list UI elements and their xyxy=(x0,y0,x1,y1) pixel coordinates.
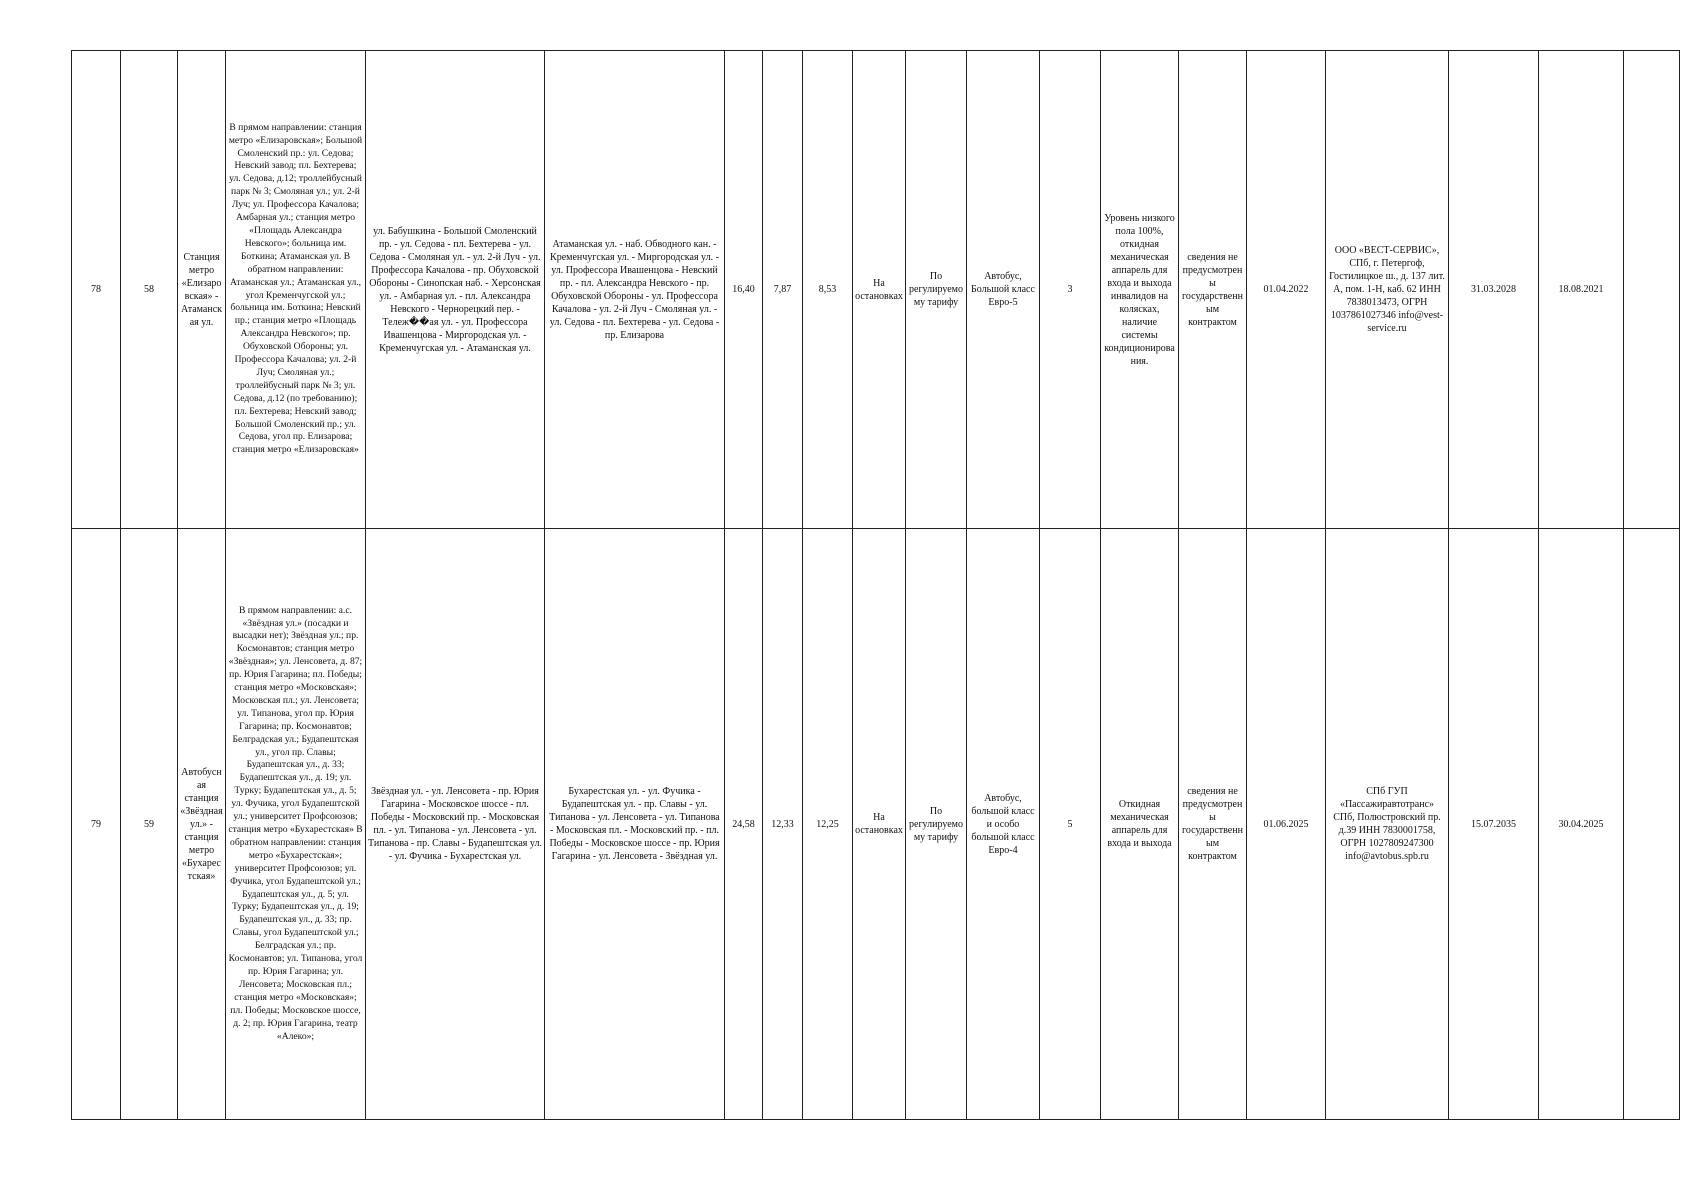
end-date: 15.07.2035 xyxy=(1449,529,1539,1120)
extra-cell xyxy=(1624,51,1680,529)
start-date: 01.06.2025 xyxy=(1247,529,1326,1120)
stops-text: В прямом направлении: а.с. «Звёздная ул.» (посадки и высадки нет); Звёздная ул.; пр. Космонавтов; станция метро «Звёздная»; ул. Ленсовета, д. 87; пр. Юрия Гагарина; пл. Победы; станция метро «Московская»; Московская пл.; ул. Ленсовета; ул. Типанова, угол пр. Юрия Гагарина; пр. Космонавтов; Белградская ул.; Будапештская ул., угол пр. Славы; Будапештская ул., д. 33; Будапештская ул., д. 19; ул. Турку; Будапештская ул., д. 5; ул. Фучика, угол Будапештской ул.; университет Профсоюзов; станция метро «Бухарестская» В обратном направлении: станция метро «Бухарестская»; университет Профсоюзов; ул. Фучика, угол Будапештской ул.; Будапештская ул., д. 5; ул. Турку; Будапештская ул., д. 19; Будапештская ул., д. 33; пр. Славы, угол Будапештской ул.; Белградская ул.; пр. Космонавтов; ул. Типанова, угол пр. Юрия Гагарина; ул. Ленсовета; Московская пл.; станция метро «Московская»; пл. Победы; Московское шоссе, д. 2; пр. Юрия Гагарина, театр «Алеко»; xyxy=(228,604,363,1042)
streets-back: Бухарестская ул. - ул. Фучика - Будапештская ул. - пр. Славы - ул. Типанова - ул. Ленсовета - ул. Типанова - Московская пл. - Московский пр. - пл. Победы - Московское шоссе - пр. Юрия Гагарина - ул. Ленсовета - Звёздная ул. xyxy=(545,529,725,1120)
vehicle-count: 3 xyxy=(1040,51,1101,529)
route-length: 24,58 xyxy=(725,529,763,1120)
stops-list xyxy=(226,529,366,1120)
length-forward: 12,33 xyxy=(763,529,803,1120)
streets-forward: Звёздная ул. - ул. Ленсовета - пр. Юрия Гагарина - Московское шоссе - пл. Победы - Московский пр. - Московская пл. - ул. Типанова - ул. Ленсовета - ул. Типанова - пр. Славы - Будапештская ул. - ул. Фучика - Бухарестская ул. xyxy=(366,529,545,1120)
table-row xyxy=(72,51,1680,529)
start-date: 01.04.2022 xyxy=(1247,51,1326,529)
length-forward: 7,87 xyxy=(763,51,803,529)
vehicle-class: Автобус, большой класс и особо большой класс Евро-4 xyxy=(967,529,1040,1120)
row-number: 78 xyxy=(72,51,121,529)
streets-forward: ул. Бабушкина - Большой Смоленский пр. - ул. Седова - пл. Бехтерева - ул. Седова - Смоляная ул. - ул. 2-й Луч - ул. Профессора Качалова - пр. Обуховской Обороны - Синопская наб. - Херсонская ул. - Амбарная ул. - пл. Александра Невского - Чернорецкий пер. - Тележ��ая ул. - ул. Профессора Ивашенцова - Миргородская ул. - Кременчугская ул. - Атаманская ул. xyxy=(366,51,545,529)
stops-list xyxy=(226,51,366,529)
table-row xyxy=(72,529,1680,1120)
route-name: Автобусная станция «Звёздная ул.» - станция метро «Бухарестская» xyxy=(178,529,226,1120)
registration-date: 18.08.2021 xyxy=(1539,51,1624,529)
streets-back: Атаманская ул. - наб. Обводного кан. - Кременчугская ул. - Миргородская ул. - ул. Профессора Ивашенцова - Невский пр. - пл. Александра Невского - пр. Обуховской Обороны - ул. Профессора Качалова - ул. 2-й Луч - Смоляная ул. - ул. Седова - пл. Бехтерева - ул. Седова - пр. Елизарова xyxy=(545,51,725,529)
vehicle-class: Автобус, Большой класс Евро-5 xyxy=(967,51,1040,529)
carrier-info: СПб ГУП «Пассажиравтотранс» СПб, Полюстровский пр. д.39 ИНН 7830001758, ОГРН 1027809247300 info@avtobus.spb.ru xyxy=(1326,529,1449,1120)
routes-table xyxy=(71,50,1680,1120)
route-length: 16,40 xyxy=(725,51,763,529)
tariff-type: По регулируемому тарифу xyxy=(906,529,967,1120)
length-back: 12,25 xyxy=(803,529,853,1120)
registration-date: 30.04.2025 xyxy=(1539,529,1624,1120)
vehicle-characteristics: Уровень низкого пола 100%, откидная механическая аппарель для входа и выхода инвалидов на колясках, наличие системы кондиционирования. xyxy=(1101,51,1179,529)
carrier-info: ООО «ВЕСТ-СЕРВИС», СПб, г. Петергоф, Гостилицкое ш., д. 137 лит. А, пом. 1-Н, каб. 62 ИНН 7838013473, ОГРН 1037861027346 info@vest-service.ru xyxy=(1326,51,1449,529)
length-back: 8,53 xyxy=(803,51,853,529)
route-number: 58 xyxy=(121,51,178,529)
extra-cell xyxy=(1624,529,1680,1120)
vehicle-characteristics: Откидная механическая аппарель для входа и выхода xyxy=(1101,529,1179,1120)
stops-text: В прямом направлении: станция метро «Елизаровская»; Большой Смоленский пр.: ул. Седова; Невский завод; пл. Бехтерева; ул. Седова, д.12; троллейбусный парк № 3; Смоляная ул.; ул. 2-й Луч; ул. Профессора Качалова; Амбарная ул.; станция метро «Площадь Александра Невского»; больница им. Боткина; Атаманская ул. В обратном направлении: Атаманская ул.; Атаманская ул., угол Кременчугской ул.; больница им. Боткина; Невский пр.; станция метро «Площадь Александра Невского»; пр. Обуховской Обороны; ул. Профессора Качалова; ул. 2-й Луч; Смоляная ул.; троллейбусный парк № 3; ул. Седова, д.12 (по требованию); пл. Бехтерева; Невский завод; Большой Смоленский пр.; ул. Седова, угол пр. Елизарова; станция метро «Елизаровская» xyxy=(228,121,363,456)
tariff-type: По регулируемому тарифу xyxy=(906,51,967,529)
stop-mode: На остановках xyxy=(853,529,906,1120)
route-number: 59 xyxy=(121,529,178,1120)
stop-mode: На остановках xyxy=(853,51,906,529)
vehicle-count: 5 xyxy=(1040,529,1101,1120)
contract-info: сведения не предусмотрены государственным контрактом xyxy=(1179,529,1247,1120)
route-name: Станция метро «Елизаровская» - Атаманская ул. xyxy=(178,51,226,529)
contract-info: сведения не предусмотрены государственным контрактом xyxy=(1179,51,1247,529)
end-date: 31.03.2028 xyxy=(1449,51,1539,529)
row-number: 79 xyxy=(72,529,121,1120)
